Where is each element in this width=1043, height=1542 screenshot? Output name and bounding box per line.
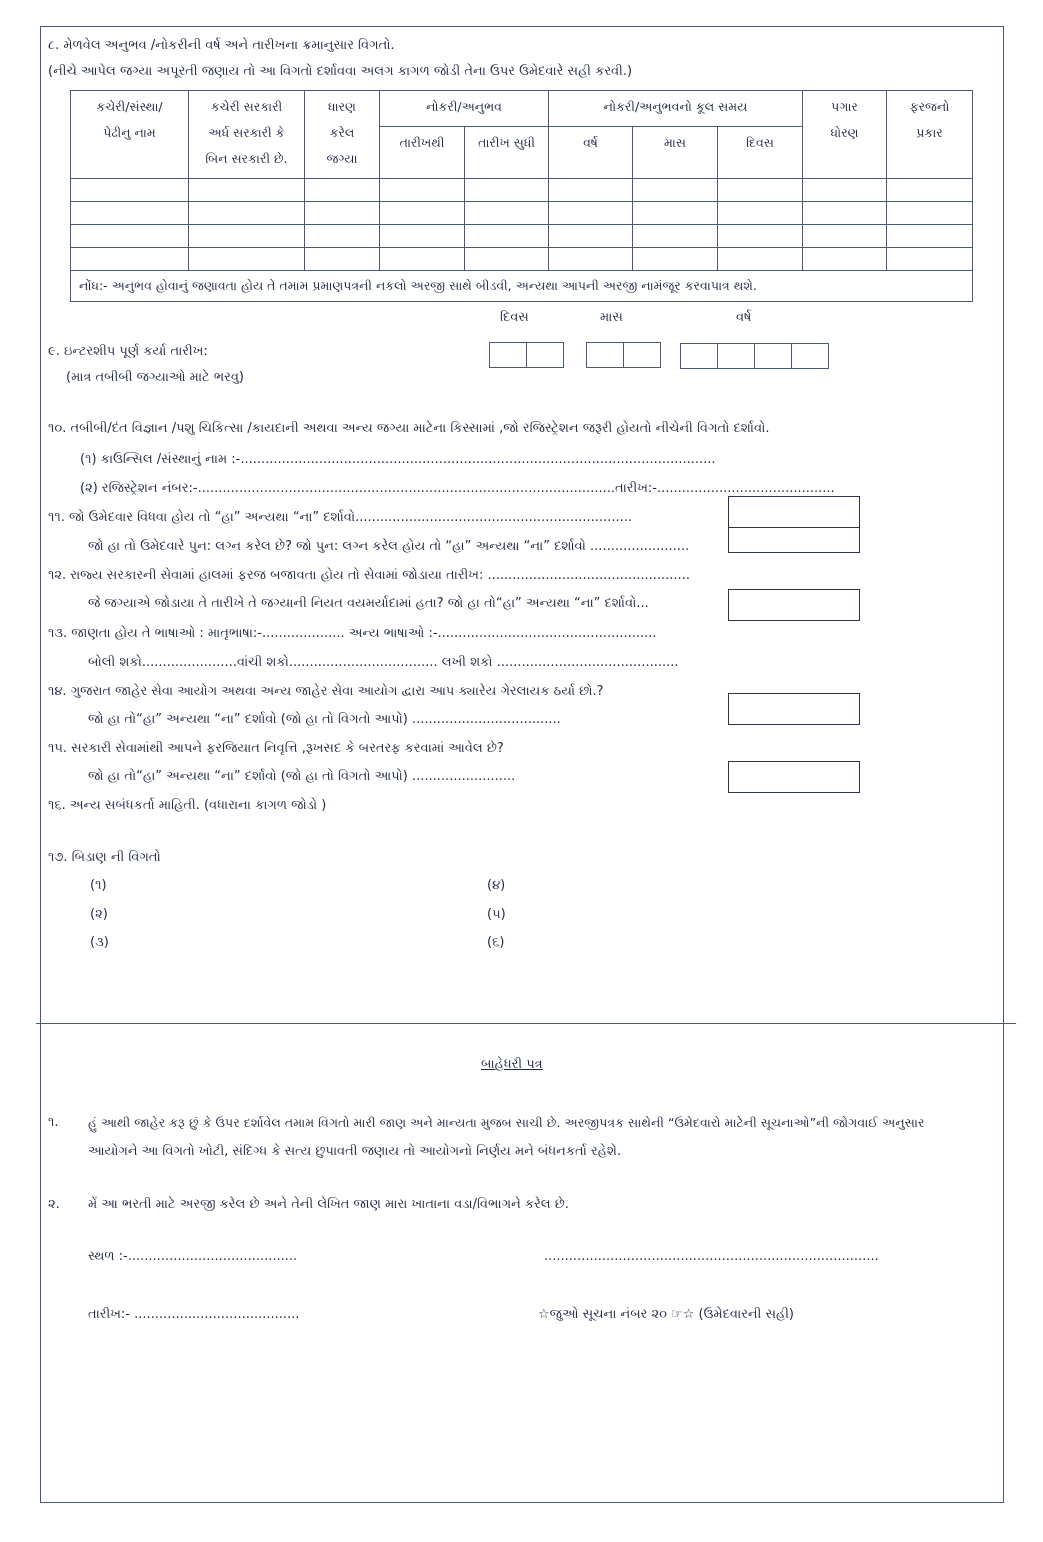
table-row xyxy=(71,248,973,271)
section13-line1: ૧૩. જાણતા હોય તે ભાષાઓ : માતૃભાષા:-.................... અન્ય ભાષાઓ :-..................................................... xyxy=(48,626,657,641)
table-row xyxy=(71,179,973,202)
table-cell[interactable] xyxy=(803,202,887,225)
section9-line1: ૯. ઇન્ટરશીપ પૂર્ણ કર્યા તારીખ: xyxy=(48,344,208,359)
col-job-header: નોકરી/અનુભવ xyxy=(380,91,549,127)
table-cell[interactable] xyxy=(803,225,887,248)
section16-line1: ૧૬. અન્ય સબંધકર્તા માહિતી. (વધારાના કાગળ જોડો ) xyxy=(48,798,327,813)
enclosure-item-3: (૩) xyxy=(90,935,109,950)
table-cell[interactable] xyxy=(718,202,803,225)
section15-line2: જો હા તો“હા” અન્યથા “ના” દર્શાવો (જો હા તો વિગતો આપો) ......................... xyxy=(88,769,516,784)
section10-line1: ૧૦. તબીબી/દંત વિજ્ઞાન /પશુ ચિકિત્સા /કાયદાની અથવા અન્ય જગ્યા માટેના કિસ્સામાં ,જો રજિસ્ટ્રેશન જરૂરી હોયતો નીચેની વિગતો દર્શાવો. xyxy=(48,421,770,436)
enclosure-item-5: (૫) xyxy=(487,907,506,922)
col-pay-header: પગાર ધોરણ xyxy=(803,91,887,179)
col-from-header: તારીખથી xyxy=(380,127,465,179)
declaration-p1-line1: હું આથી જાહેર કરૂ છું કે ઉપર દર્શાવેલ તમામ વિગતો મારી જાણ અને માન્યતા મુજબ સાચી છે. અરજીપત્રક સાથેની “ઉમેદવારો માટેની સૂચનાઓ”ની જોગવાઈ અનુસાર xyxy=(88,1115,925,1130)
table-cell[interactable] xyxy=(465,202,549,225)
registration-number-field[interactable]: (૨) રજિસ્ટ્રેશન નંબર:-.....................................................................................................તારીખ:-........................................... xyxy=(80,481,835,496)
table-cell[interactable] xyxy=(380,179,465,202)
section-divider xyxy=(36,1023,1016,1024)
declaration-p2-line1: મેં આ ભરતી માટે અરજી કરેલ છે અને તેની લેખિત જાણ મારા ખાતાના વડા/વિભાગને કરેલ છે. xyxy=(88,1197,569,1212)
date-field[interactable]: તારીખ:- ........................................ xyxy=(88,1307,300,1322)
table-cell[interactable] xyxy=(465,179,549,202)
table-row xyxy=(71,202,973,225)
col-duty-header: ફરજનો પ્રકાર xyxy=(887,91,973,179)
col-month-header: માસ xyxy=(633,127,718,179)
label-month: માસ xyxy=(600,310,623,325)
table-cell[interactable] xyxy=(71,225,189,248)
table-cell[interactable] xyxy=(549,248,633,271)
table-cell[interactable] xyxy=(380,202,465,225)
table-cell[interactable] xyxy=(718,225,803,248)
col-total-header: નોકરી/અનુભવનો કૂલ સમય xyxy=(549,91,803,127)
col-post-header: ધારણ કરેલ જગ્યા xyxy=(305,91,380,179)
table-cell[interactable] xyxy=(380,248,465,271)
age-limit-answer-box[interactable] xyxy=(728,589,860,621)
label-year: વર્ષ xyxy=(736,310,752,325)
table-cell[interactable] xyxy=(305,179,380,202)
enclosure-item-4: (૪) xyxy=(487,878,506,893)
section15-line1: ૧૫. સરકારી સેવામાંથી આપને ફરજિયાત નિવૃત્તિ ,રૂખસદ કે બરતરફ કરવામાં આવેલ છે? xyxy=(48,741,504,756)
enclosure-item-1: (૧) xyxy=(90,878,107,893)
col-office-header: કચેરી/સંસ્થા/ પેઢીનુ નામ xyxy=(71,91,189,179)
table-cell[interactable] xyxy=(887,225,973,248)
table-cell[interactable] xyxy=(633,202,718,225)
section9-line2: (માત્ર તબીબી જગ્યાઓ માટે ભરવુ) xyxy=(66,370,245,385)
table-cell[interactable] xyxy=(189,248,305,271)
remarried-answer-box[interactable] xyxy=(728,527,860,553)
table-cell[interactable] xyxy=(189,179,305,202)
table-cell[interactable] xyxy=(887,179,973,202)
table-cell[interactable] xyxy=(380,225,465,248)
signature-note: ☆જુઓ સૂચના નંબર ૨૦ ☞☆ (ઉમેદવારની સહી) xyxy=(538,1307,795,1322)
table-cell[interactable] xyxy=(305,202,380,225)
table-cell[interactable] xyxy=(71,248,189,271)
enclosure-item-2: (૨) xyxy=(90,907,108,922)
signature-line[interactable]: ................................................................................. xyxy=(544,1249,879,1264)
table-cell[interactable] xyxy=(803,248,887,271)
table-cell[interactable] xyxy=(71,202,189,225)
table-cell[interactable] xyxy=(718,248,803,271)
section12-line1: ૧૨. રાજ્ય સરકારની સેવામાં હાલમાં ફરજ બજાવતા હોય તો સેવામાં જોડાયા તારીખ: ................................................. xyxy=(48,568,690,583)
dismissed-answer-box[interactable] xyxy=(728,761,860,793)
table-cell[interactable] xyxy=(305,225,380,248)
table-cell[interactable] xyxy=(549,202,633,225)
col-to-header: તારીખ સુધી xyxy=(465,127,549,179)
col-day-header: દિવસ xyxy=(718,127,803,179)
section8-heading: ૮. મેળવેલ અનુભવ /નોકરીની વર્ષ અને તારીખના ક્રમાનુસાર વિગતો. xyxy=(48,38,395,53)
section13-line2: બોલી શકો.......................વાંચી શકો.................................... લખી શકો ............................................ xyxy=(88,655,679,670)
declaration-p1-number: ૧. xyxy=(48,1115,59,1130)
table-cell[interactable] xyxy=(633,225,718,248)
experience-table xyxy=(70,90,973,302)
table-note: નોંધ:- અનુભવ હોવાનું જણાવતા હોય તે તમામ પ્રમાણપત્રની નકલો અરજી સાથે બીડવી, અન્યથા આપની અરજી નામંજૂર કરવાપાત્ર થશે. xyxy=(71,271,973,302)
table-cell[interactable] xyxy=(887,202,973,225)
widow-answer-box[interactable] xyxy=(728,496,860,528)
internship-month-boxes[interactable] xyxy=(587,342,661,368)
declaration-title: બાહેધરી પત્ર xyxy=(481,1057,543,1072)
table-cell[interactable] xyxy=(633,179,718,202)
table-cell[interactable] xyxy=(465,225,549,248)
table-cell[interactable] xyxy=(633,248,718,271)
table-cell[interactable] xyxy=(189,202,305,225)
section17-line1: ૧૭. બિડાણ ની વિગતો xyxy=(48,850,161,865)
section11-line1: ૧૧. જો ઉમેદવાર વિધવા હોય તો “હા” અન્યથા “ના” દર્શાવો................................................................... xyxy=(48,510,632,525)
table-cell[interactable] xyxy=(189,225,305,248)
table-cell[interactable] xyxy=(305,248,380,271)
place-field[interactable]: સ્થળ :-......................................... xyxy=(88,1249,298,1264)
disqualified-answer-box[interactable] xyxy=(728,693,860,725)
table-row xyxy=(71,225,973,248)
council-name-field[interactable]: (૧) કાઉન્સિલ /સંસ્થાનું નામ :-................................................................................................................... xyxy=(80,452,716,467)
section11-line2: જો હા તો ઉમેદવારે પુન: લગ્ન કરેલ છે? જો પુન: લગ્ન કરેલ હોય તો “હા” અન્યથા “ના” દર્શાવો ........................ xyxy=(88,539,690,554)
table-cell[interactable] xyxy=(549,225,633,248)
internship-day-boxes[interactable] xyxy=(490,342,564,368)
table-cell[interactable] xyxy=(887,248,973,271)
internship-year-boxes[interactable] xyxy=(681,343,829,369)
col-type-header: કચેરી સરકારી અર્ધ સરકારી કે બિન સરકારી છે. xyxy=(189,91,305,179)
table-cell[interactable] xyxy=(71,179,189,202)
table-cell[interactable] xyxy=(803,179,887,202)
section14-line2: જો હા તો“હા” અન્યથા “ના” દર્શાવો (જો હા તો વિગતો આપો) .................................... xyxy=(88,712,561,727)
col-year-header: વર્ષ xyxy=(549,127,633,179)
section12-line2: જે જગ્યાએ જોડાયા તે તારીખે તે જગ્યાની નિયત વયમર્યાદામાં હતા? જો હા તો“હા” અન્યથા “ના” દર્શાવો... xyxy=(88,596,649,611)
table-cell[interactable] xyxy=(718,179,803,202)
declaration-p2-number: ૨. xyxy=(48,1197,60,1212)
declaration-p1-line2: આયોગને આ વિગતો ખોટી, સંદિગ્ધ કે સત્ય છુપાવતી જણાય તો આયોગનો નિર્ણય મને બંધનકર્તા રહેશે. xyxy=(88,1144,622,1159)
label-day: દિવસ xyxy=(500,310,529,325)
section14-line1: ૧૪. ગુજરાત જાહેર સેવા આયોગ અથવા અન્ય જાહેર સેવા આયોગ દ્વારા આપ ક્યારેય ગેરલાયક ઠર્યા છો.? xyxy=(48,684,604,699)
table-cell[interactable] xyxy=(549,179,633,202)
section8-subheading: (નીચે આપેલ જગ્યા અપૂરતી જણાય તો આ વિગતો દર્શાવવા અલગ કાગળ જોડી તેના ઉપર ઉમેદવારે સહી કરવી.) xyxy=(48,64,633,79)
table-cell[interactable] xyxy=(465,248,549,271)
enclosure-item-6: (૬) xyxy=(487,935,505,950)
